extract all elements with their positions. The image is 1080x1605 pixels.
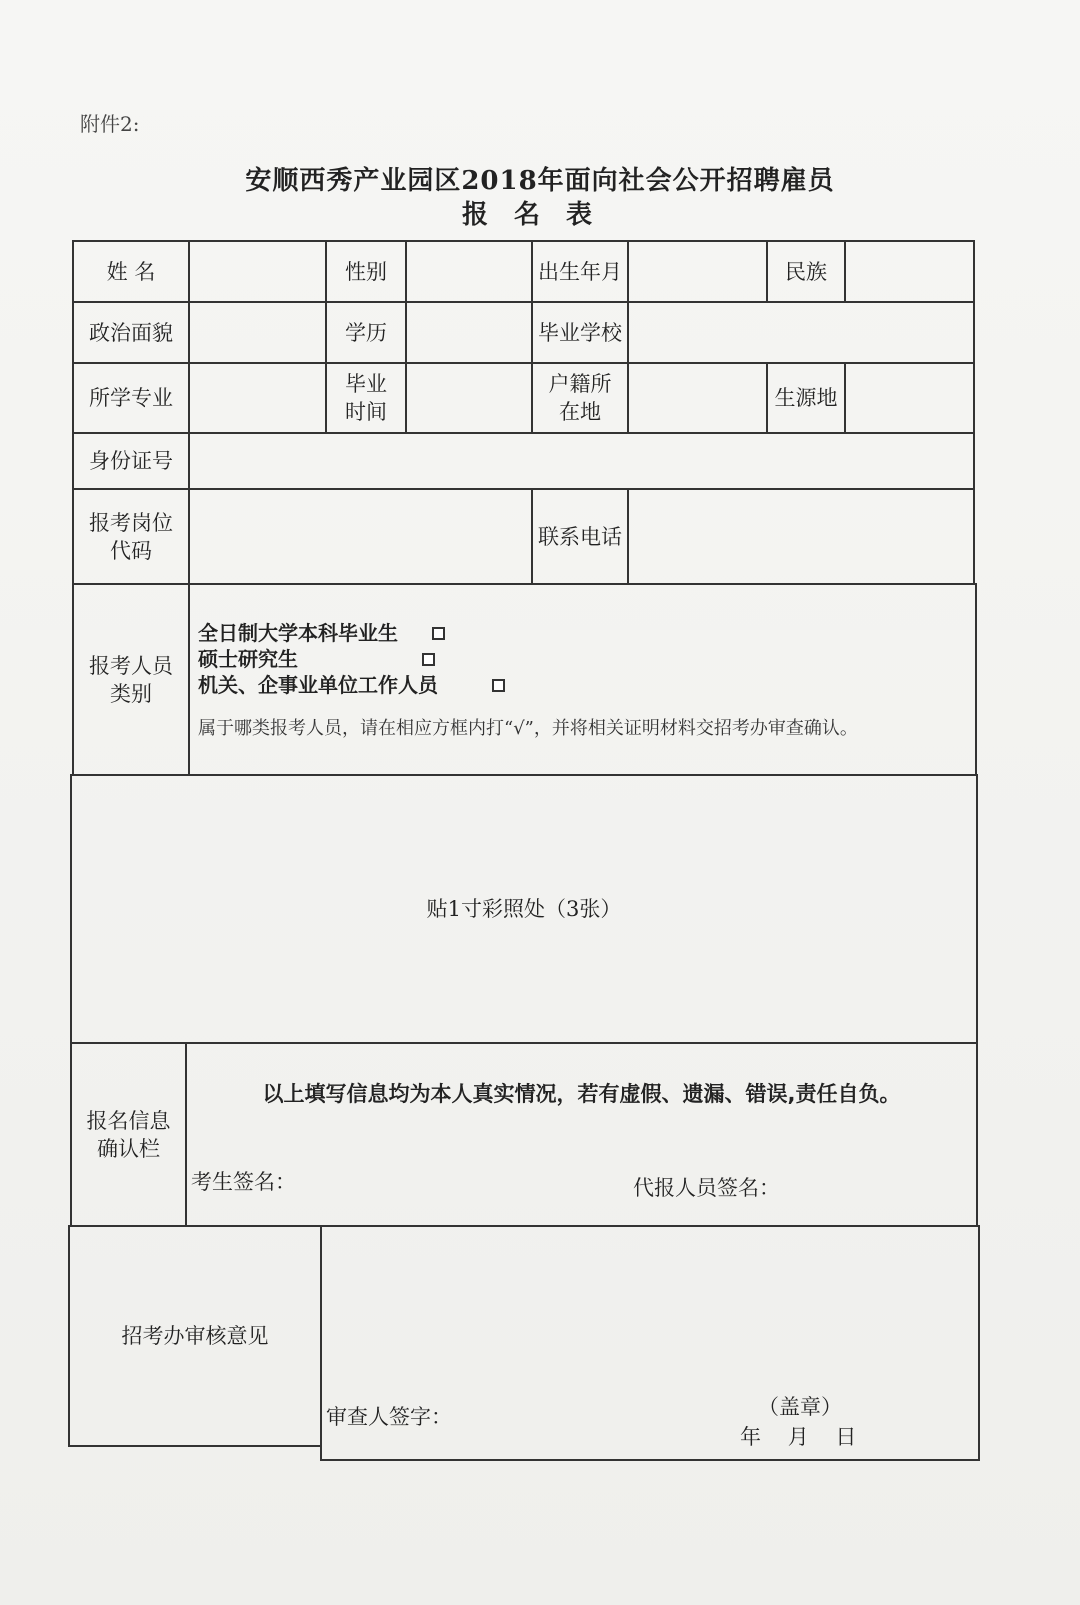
- label-review-text: 招考办审核意见: [121, 1324, 269, 1348]
- major-field[interactable]: [188, 362, 327, 434]
- category-option-label: 机关、企事业单位工作人员: [198, 673, 438, 697]
- label-id-number: 身份证号: [72, 432, 190, 490]
- label-name: 姓 名: [72, 240, 190, 303]
- label-origin: 生源地: [766, 362, 846, 434]
- category-panel: [188, 583, 977, 776]
- review-panel[interactable]: [320, 1225, 980, 1461]
- position-code-field[interactable]: [188, 488, 533, 585]
- confirm-statement: 以上填写信息均为本人真实情况，若有虚假、遗漏、错误,责任自负。: [262, 1082, 901, 1106]
- category-option-master: [198, 645, 435, 673]
- education-field[interactable]: [405, 301, 533, 364]
- id-number-field[interactable]: [188, 432, 975, 490]
- label-gender: 性别: [325, 240, 407, 303]
- phone-field[interactable]: [627, 488, 975, 585]
- school-field[interactable]: [627, 301, 975, 364]
- label-major: 所学专业: [72, 362, 190, 434]
- seal-label: （盖章）: [758, 1395, 842, 1419]
- label-confirm: 报名信息 确认栏: [70, 1042, 187, 1227]
- candidate-signature[interactable]: 考生签名：: [191, 1170, 296, 1194]
- name-field[interactable]: [188, 240, 327, 303]
- label-position-code: 报考岗位 代码: [72, 488, 190, 585]
- label-politics: 政治面貌: [72, 301, 190, 364]
- attachment-label: 附件2:: [80, 112, 140, 136]
- form-subtitle: 报名表: [461, 200, 618, 230]
- label-education: 学历: [325, 301, 407, 364]
- category-option-staff: [198, 671, 505, 699]
- agent-signature[interactable]: 代报人员签名：: [633, 1176, 780, 1200]
- master-checkbox[interactable]: [422, 653, 435, 666]
- staff-checkbox[interactable]: [492, 679, 505, 692]
- label-phone: 联系电话: [531, 488, 629, 585]
- birth-field[interactable]: [627, 240, 768, 303]
- hukou-field[interactable]: [627, 362, 768, 434]
- politics-field[interactable]: [188, 301, 327, 364]
- label-hukou: 户籍所 在地: [531, 362, 629, 434]
- origin-field[interactable]: [844, 362, 975, 434]
- category-option-undergrad: [198, 619, 445, 647]
- label-review: [68, 1225, 322, 1447]
- form-title: 安顺西秀产业园区2018年面向社会公开招聘雇员: [245, 166, 835, 196]
- category-option-label: 硕士研究生: [198, 647, 298, 671]
- photo-label: 贴1寸彩照处（3张）: [426, 897, 622, 921]
- category-note: 属于哪类报考人员，请在相应方框内打“√”，并将相关证明材料交招考办审查确认。: [198, 718, 858, 739]
- undergrad-checkbox[interactable]: [432, 627, 445, 640]
- label-birth: 出生年月: [531, 240, 629, 303]
- reviewer-signature[interactable]: 审查人签字：: [326, 1405, 452, 1429]
- grad-time-field[interactable]: [405, 362, 533, 434]
- review-date: 年 月 日: [740, 1425, 857, 1449]
- label-grad-time: 毕业 时间: [325, 362, 407, 434]
- confirm-panel: [185, 1042, 978, 1227]
- ethnicity-field[interactable]: [844, 240, 975, 303]
- label-ethnicity: 民族: [766, 240, 846, 303]
- label-school: 毕业学校: [531, 301, 629, 364]
- category-option-label: 全日制大学本科毕业生: [198, 621, 398, 645]
- gender-field[interactable]: [405, 240, 533, 303]
- label-category: 报考人员 类别: [72, 583, 190, 776]
- photo-area[interactable]: [70, 774, 978, 1044]
